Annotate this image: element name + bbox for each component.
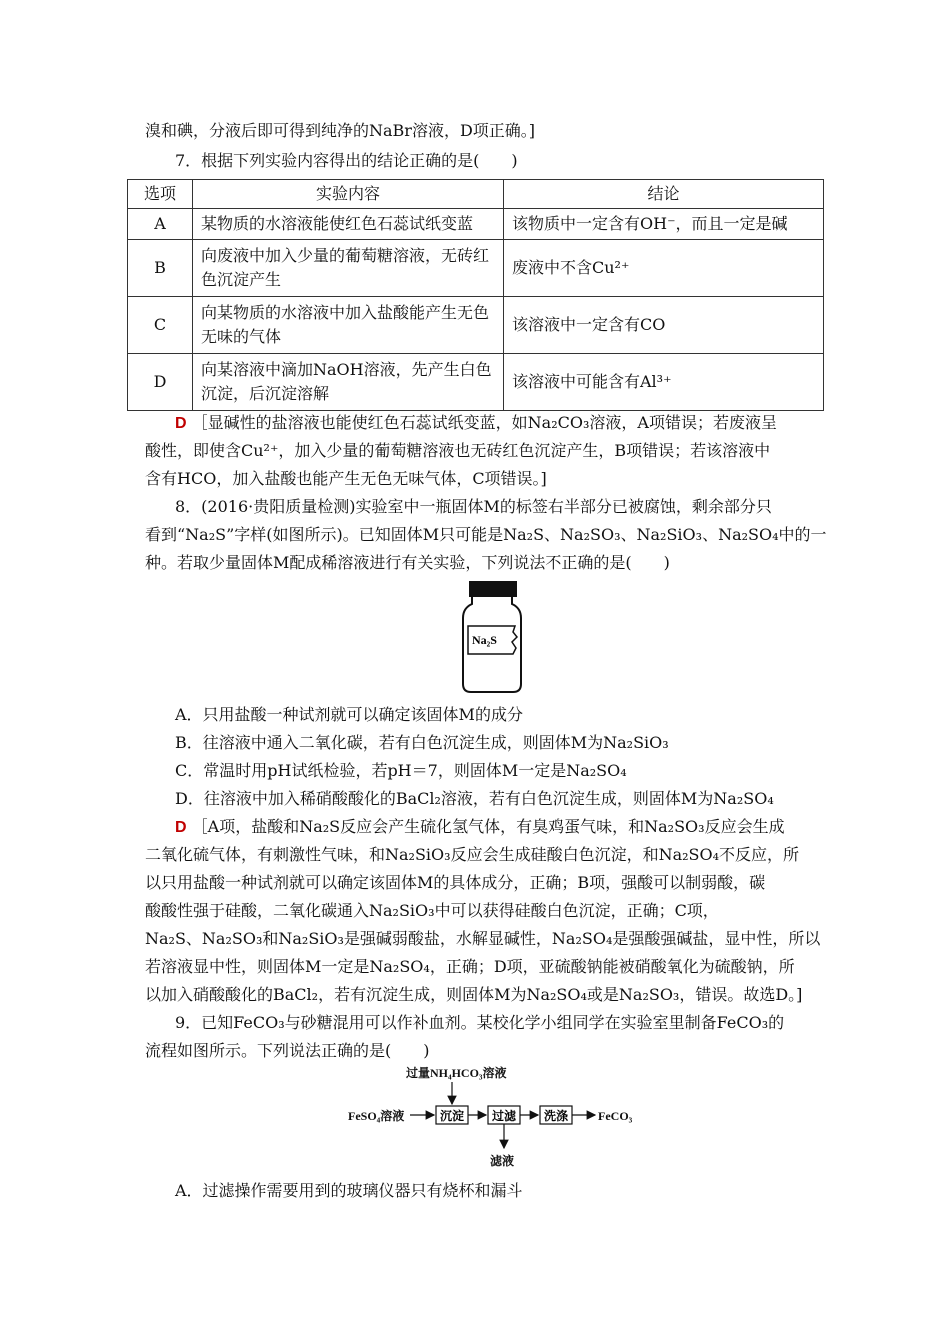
row-option: B — [128, 240, 193, 297]
flow-start: FeSO₄溶液 — [348, 1109, 405, 1123]
q8-explain-5: 若溶液显中性，则固体M一定是Na₂SO₄，正确；D项，亚硫酸钠能被硝酸氧化为硫酸钠，所 — [145, 957, 795, 976]
q7-table — [127, 179, 824, 411]
q8-stem-0: 8．(2016·贵阳质量检测)实验室中一瓶固体M的标签右半部分已被腐蚀，剩余部分只 — [175, 497, 772, 516]
row-option: A — [128, 209, 193, 240]
q8-explain-2: 以只用盐酸一种试剂就可以确定该固体M的具体成分，正确；B项，强酸可以制弱酸，碳 — [145, 873, 766, 892]
flow-top-input: 过量NH₄HCO₃溶液 — [406, 1066, 507, 1080]
q8-explain-3: 酸酸性强于硅酸，二氧化碳通入Na₂SiO₃中可以获得硅酸白色沉淀，正确；C项， — [145, 901, 719, 920]
flow-bottom-output: 滤液 — [490, 1154, 515, 1168]
q8-explain-6: 以加入硝酸酸化的BaCl₂，若有沉淀生成，则固体M为Na₂SO₄或是Na₂SO₃，错误。故选D。] — [145, 985, 803, 1004]
q8-explanation-line — [175, 816, 845, 839]
q8-stem-1: 看到“Na₂S”字样(如图所示)。已知固体M只可能是Na₂S、Na₂SO₃、Na₂SiO₃、Na₂SO₄中的一 — [145, 525, 827, 544]
header-option: 选项 — [128, 180, 193, 209]
q8-option-a: A．只用盐酸一种试剂就可以确定该固体M的成分 — [175, 705, 523, 724]
table-row — [128, 209, 824, 240]
row-content: 向某物质的水溶液中加入盐酸能产生无色无味的气体 — [193, 297, 504, 354]
header-content: 实验内容 — [193, 180, 504, 209]
bottle-label-text: Na₂S — [472, 633, 497, 647]
q9-stem-0: 9．已知FeCO₃与砂糖混用可以作补血剂。某校化学小组同学在实验室里制备FeCO₃的 — [175, 1013, 785, 1032]
q7-stem: 7．根据下列实验内容得出的结论正确的是( ) — [175, 151, 518, 170]
row-content: 向废液中加入少量的葡萄糖溶液，无砖红色沉淀产生 — [193, 240, 504, 297]
q8-option-b: B．往溶液中通入二氧化碳，若有白色沉淀生成，则固体M为Na₂SiO₃ — [175, 733, 669, 752]
bottle-cap — [469, 581, 517, 597]
table-header-row — [128, 180, 824, 209]
flow-step-filter: 过滤 — [492, 1109, 517, 1123]
q8-explain-4: Na₂S、Na₂SO₃和Na₂SiO₃是强碱弱酸盐，水解显碱性，Na₂SO₄是强酸强碱盐，显中性，所以 — [145, 929, 821, 948]
row-content: 某物质的水溶液能使红色石蕊试纸变蓝 — [193, 209, 504, 240]
q8-option-d: D．往溶液中加入稀硝酸酸化的BaCl₂溶液，若有白色沉淀生成，则固体M为Na₂SO₄ — [175, 789, 774, 808]
q7-explain-1: 酸性，即使含Cu²⁺，加入少量的葡萄糖溶液也无砖红色沉淀产生，B项错误；若该溶液中 — [145, 441, 771, 460]
q7-explanation-line — [175, 412, 845, 435]
table-row — [128, 297, 824, 354]
row-conclusion: 该溶液中可能含有Al³⁺ — [504, 354, 824, 411]
row-conclusion: 废液中不含Cu²⁺ — [504, 240, 824, 297]
flowchart — [340, 1062, 650, 1172]
previous-answer-tail: 溴和碘，分液后即可得到纯净的NaBr溶液，D项正确。] — [145, 121, 536, 140]
reagent-bottle-figure — [455, 580, 535, 698]
row-content: 向某溶液中滴加NaOH溶液，先产生白色沉淀，后沉淀溶解 — [193, 354, 504, 411]
flow-step-wash: 洗涤 — [544, 1109, 569, 1123]
q9-stem-1: 流程如图所示。下列说法正确的是( ) — [145, 1041, 430, 1060]
row-conclusion: 该溶液中一定含有CO — [504, 297, 824, 354]
q8-stem-2: 种。若取少量固体M配成稀溶液进行有关实验，下列说法不正确的是( ) — [145, 553, 670, 572]
q7-answer: D — [175, 415, 187, 432]
table-row — [128, 354, 824, 411]
q8-explain-1: 二氧化硫气体，有刺激性气味，和Na₂SiO₃反应会生成硅酸白色沉淀，和Na₂SO₄不反应，所 — [145, 845, 800, 864]
header-conclusion: 结论 — [504, 180, 824, 209]
row-option: D — [128, 354, 193, 411]
q7-explain-0: ［显碱性的盐溶液也能使红色石蕊试纸变蓝，如Na₂CO₃溶液，A项错误；若废液呈 — [191, 413, 777, 432]
q8-explain-0: ［A项，盐酸和Na₂S反应会产生硫化氢气体，有臭鸡蛋气味，和Na₂SO₃反应会生成 — [191, 817, 785, 836]
q9-option-a: A．过滤操作需要用到的玻璃仪器只有烧杯和漏斗 — [175, 1181, 523, 1200]
q8-answer: D — [175, 819, 187, 836]
q8-option-c: C．常温时用pH试纸检验，若pH＝7，则固体M一定是Na₂SO₄ — [175, 761, 627, 780]
flow-step-precipitate: 沉淀 — [440, 1109, 465, 1123]
table-row — [128, 240, 824, 297]
row-option: C — [128, 297, 193, 354]
q7-explain-2: 含有HCO，加入盐酸也能产生无色无味气体，C项错误。] — [145, 469, 547, 488]
flow-end: FeCO₃ — [598, 1109, 633, 1123]
row-conclusion: 该物质中一定含有OH⁻，而且一定是碱 — [504, 209, 824, 240]
